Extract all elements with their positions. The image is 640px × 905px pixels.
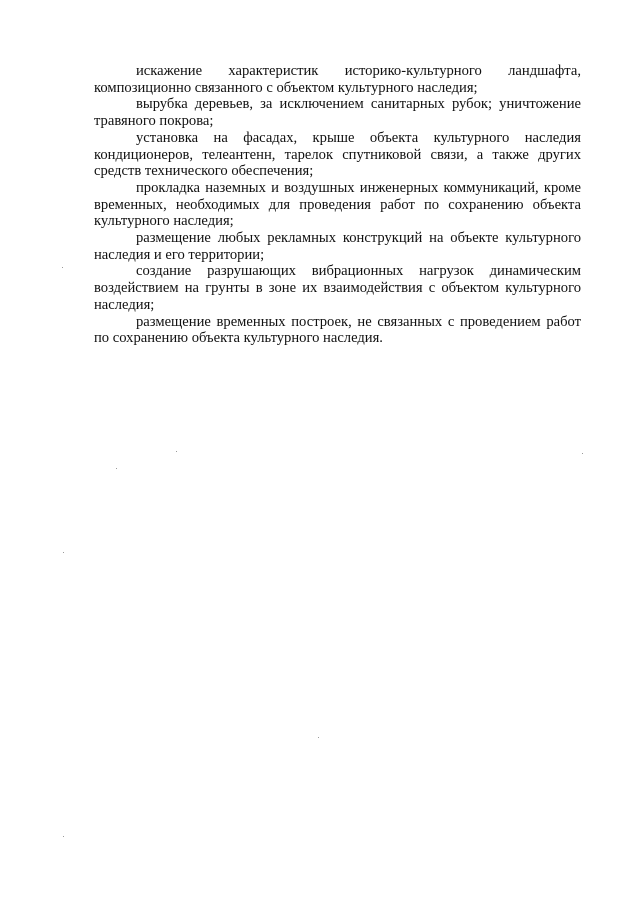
paragraph-tree-felling: вырубка деревьев, за исключением санитарных рубок; уничтожение травяного покрова; (94, 96, 581, 130)
scan-speck (62, 267, 63, 268)
paragraph-utility-lines: прокладка наземных и воздушных инженерных коммуникаций, кроме временных, необходимых для проведения работ по сохранению объекта культурного наследия; (94, 179, 581, 230)
scan-speck (116, 468, 117, 469)
scan-speck (318, 737, 319, 738)
paragraph-advertising: размещение любых рекламных конструкций на объекте культурного наследия и его территории; (94, 230, 581, 263)
paragraph-landscape: искажение характеристик историко-культурного ландшафта, композиционно связанного с объектом культурного наследия; (94, 63, 581, 96)
scan-speck (63, 836, 64, 837)
scan-speck (582, 453, 583, 454)
document-body (94, 63, 581, 347)
scan-speck (63, 552, 64, 553)
paragraph-facade-equipment: установка на фасадах, крыше объекта культурного наследия кондиционеров, телеантенн, тарелок спутниковой связи, а также других средств технического обеспечения; (94, 129, 581, 180)
paragraph-vibration-loads: создание разрушающих вибрационных нагрузок динамическим воздействием на грунты в зоне их взаимодействия с объектом культурного наследия; (94, 263, 581, 313)
scan-speck (176, 451, 177, 452)
paragraph-temporary-buildings: размещение временных построек, не связанных с проведением работ по сохранению объекта культурного наследия. (94, 313, 581, 347)
